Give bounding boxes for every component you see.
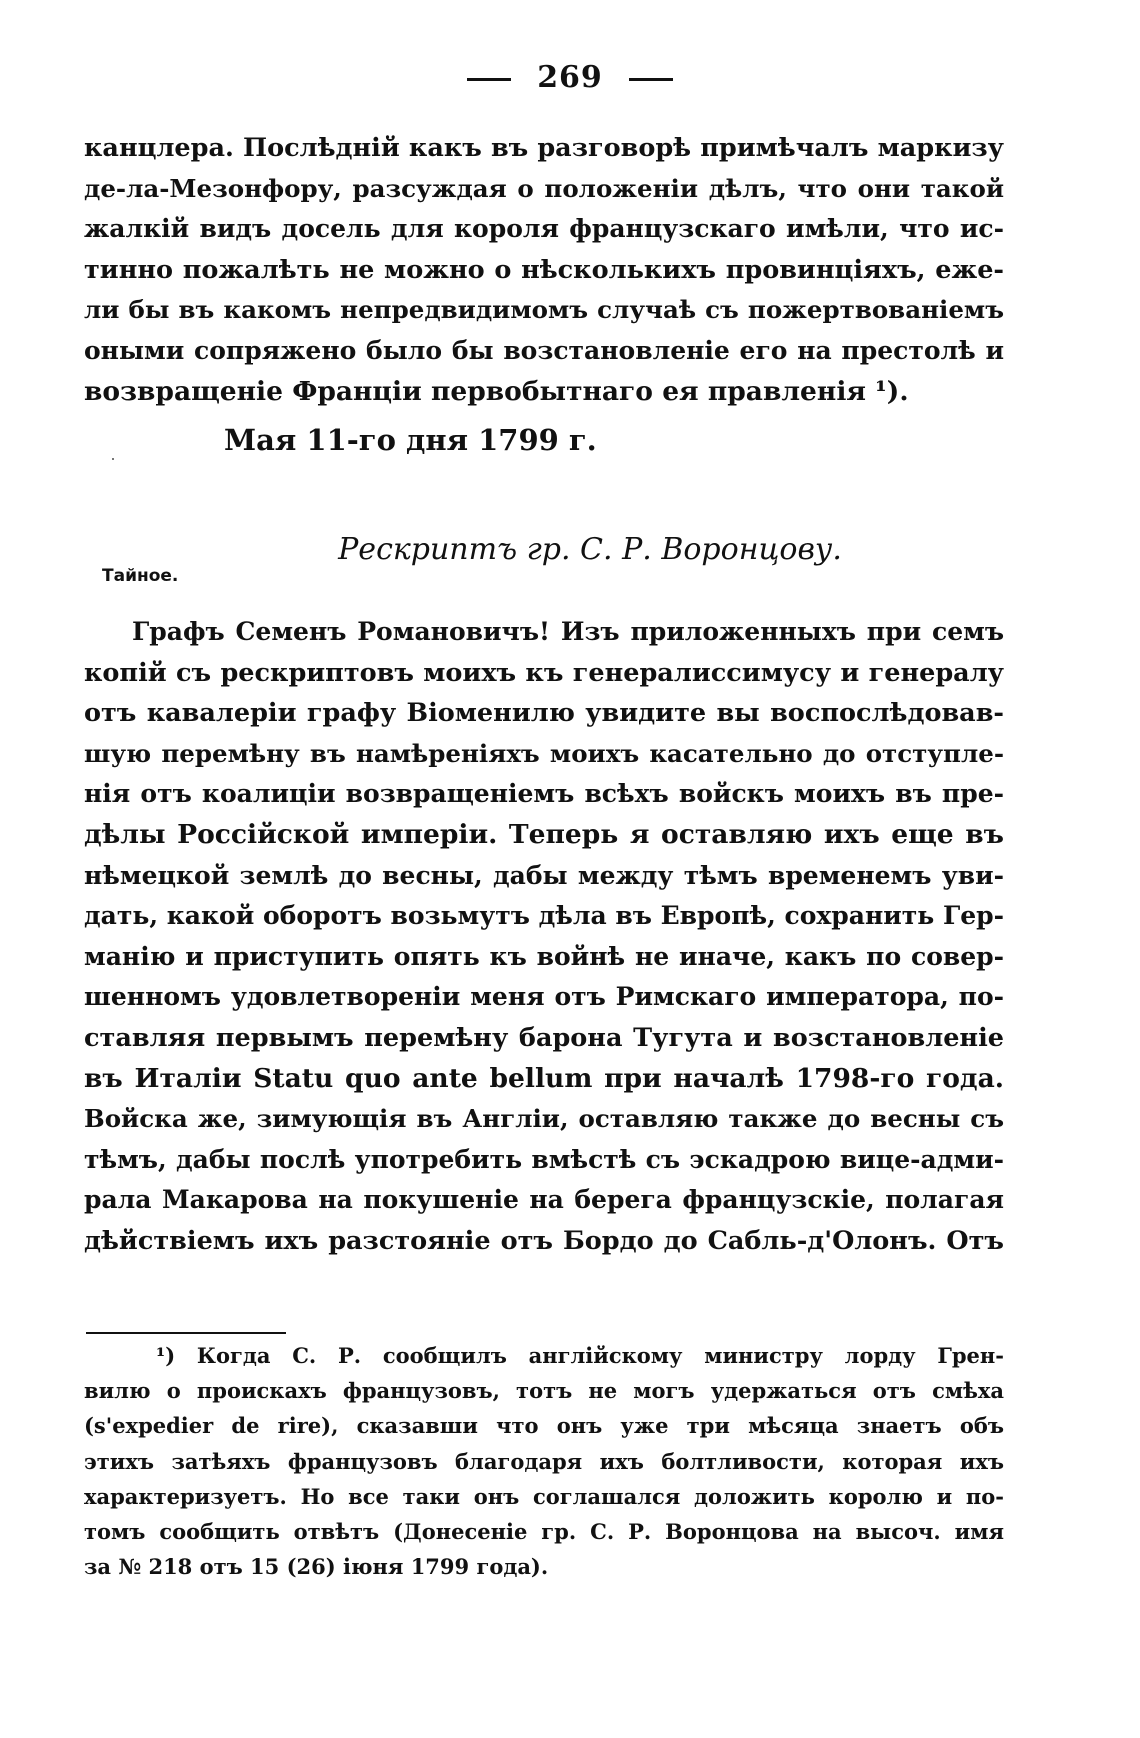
footnote-line: ¹) Когда С. Р. сообщилъ англійскому министру лорду Грен- — [156, 1343, 1004, 1368]
rescript-body — [84, 612, 1004, 1262]
footnote-line: за № 218 отъ 15 (26) іюня 1799 года). — [84, 1554, 549, 1580]
text-line: отъ кавалеріи графу Віоменилю увидите вы воспослѣдовав- — [84, 698, 1004, 729]
right-dash — [629, 78, 673, 81]
text-line: оными сопряжено было бы возстановленіе его на престолѣ и — [84, 335, 1004, 365]
text-line: нія отъ коалиціи возвращеніемъ всѣхъ войскъ моихъ въ пре- — [84, 779, 1004, 809]
footnote-line: вилю о проискахъ французовъ, тотъ не могъ удержаться отъ смѣха — [84, 1378, 1004, 1404]
text-line: возвращеніе Франціи первобытнаго ея правленія ¹). — [84, 375, 909, 407]
text-line: въ Италіи Statu quo ante bellum при началѣ 1798-го года. — [84, 1062, 1004, 1094]
text-line: канцлера. Послѣдній какъ въ разговорѣ примѣчалъ маркизу — [84, 133, 1004, 163]
text-line: манію и приступить опять къ войнѣ не иначе, какъ по совер- — [84, 941, 1004, 971]
text-line: ли бы въ какомъ непредвидимомъ случаѣ съ пожертвованіемъ — [84, 295, 1004, 325]
secret-label: Тайное. — [102, 566, 179, 586]
date-line: Мая 11-го дня 1799 г. — [224, 423, 597, 457]
text-line: Графъ Семенъ Романовичъ! Изъ приложенныхъ при семъ — [132, 617, 1004, 646]
rescript-title: Рескриптъ гр. С. Р. Воронцову. — [338, 532, 842, 567]
footnote-line: характеризуетъ. Но все таки онъ соглашался доложить королю и по- — [84, 1483, 1004, 1509]
text-line: дѣйствіемъ ихъ разстояніе отъ Бордо до Сабль-д'Олонъ. Отъ — [84, 1225, 1004, 1256]
text-line: шенномъ удовлетвореніи меня отъ Римскаго императора, по- — [84, 982, 1004, 1012]
text-line: нѣмецкой землѣ до весны, дабы между тѣмъ временемъ уви- — [84, 860, 1004, 890]
text-line: де-ла-Мезонфору, разсуждая о положеніи дѣлъ, что они такой — [84, 173, 1004, 203]
footnote — [84, 1338, 1004, 1584]
text-line: рала Макарова на покушеніе на берега французскіе, полагая — [84, 1185, 1004, 1215]
scan-speck — [112, 458, 114, 460]
footnote-line: (s'expedier de rire), сказавши что онъ уже три мѣсяца знаетъ объ — [84, 1413, 1004, 1439]
page-header — [0, 60, 1140, 95]
text-line: тинно пожалѣть не можно о нѣсколькихъ провинціяхъ, еже- — [84, 254, 1004, 285]
text-line: дать, какой оборотъ возьмутъ дѣла въ Европѣ, сохранить Гер- — [84, 901, 1004, 931]
text-line: жалкій видъ досель для короля французскаго имѣли, что ис- — [84, 214, 1004, 244]
text-line: тѣмъ, дабы послѣ употребить вмѣстѣ съ эскадрою вице-адми- — [84, 1144, 1004, 1174]
text-line: шую перемѣну въ намѣреніяхъ моихъ касательно до отступле- — [84, 738, 1004, 768]
text-line: Войска же, зимующія въ Англіи, оставляю также до весны съ — [84, 1104, 1004, 1134]
page-number: 269 — [537, 60, 603, 95]
left-dash — [467, 78, 511, 81]
text-line: копій съ рескриптовъ моихъ къ генералиссимусу и генералу — [84, 657, 1004, 688]
text-line: ставляя первымъ перемѣну барона Тугута и возстановленіе — [84, 1022, 1004, 1053]
footnote-divider — [86, 1332, 286, 1334]
footnote-line: томъ сообщить отвѣтъ (Донесеніе гр. С. Р. Воронцова на высоч. имя — [84, 1518, 1004, 1544]
intro-paragraph — [84, 128, 1004, 412]
text-line: дѣлы Россійской имперіи. Теперь я оставляю ихъ еще въ — [84, 818, 1004, 850]
footnote-line: этихъ затѣяхъ французовъ благодаря ихъ болтливости, которая ихъ — [84, 1448, 1004, 1474]
